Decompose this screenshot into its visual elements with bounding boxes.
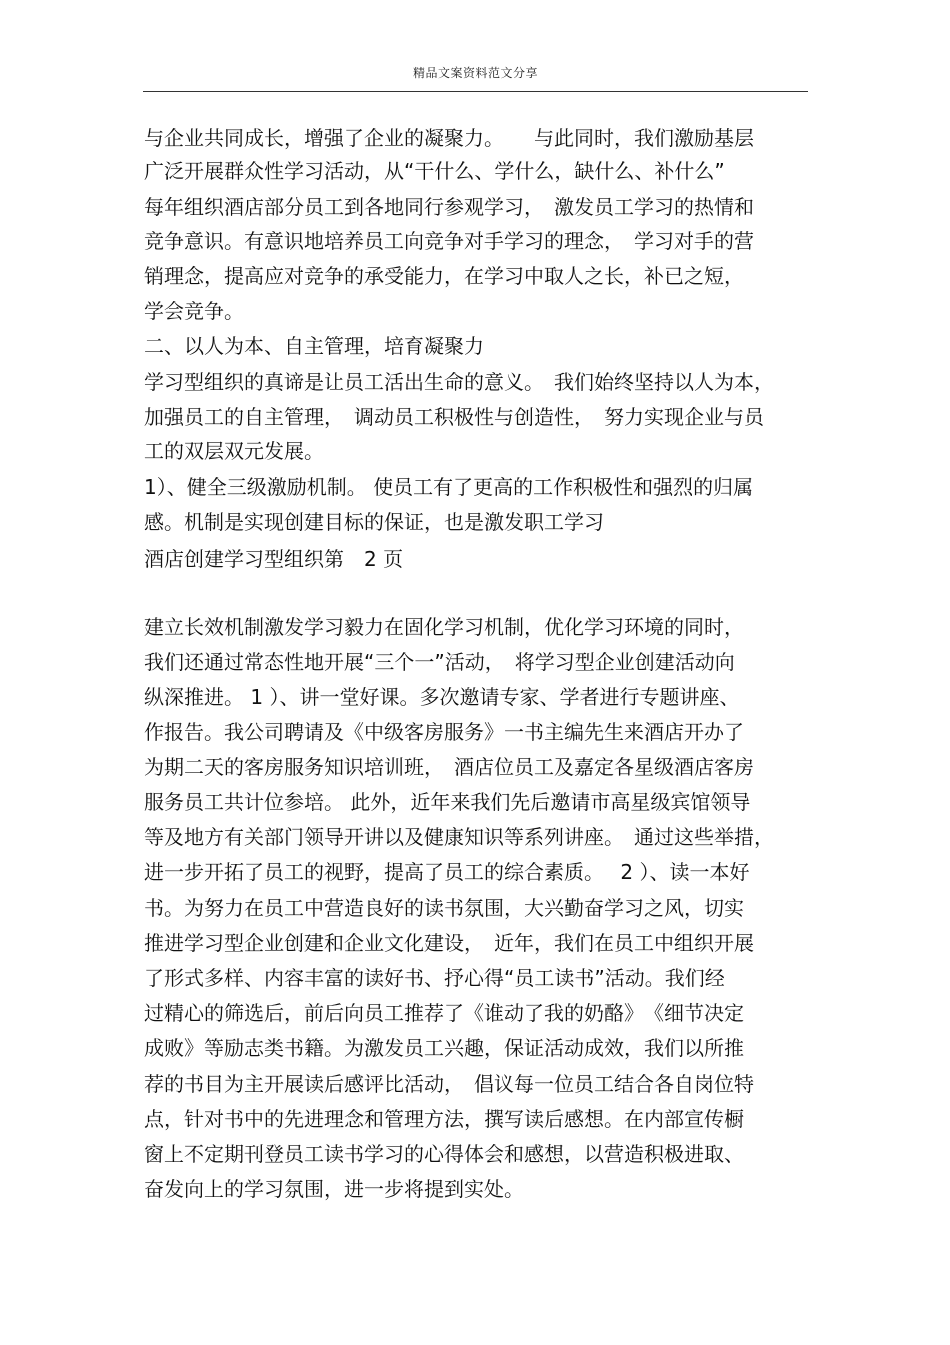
text-line: 加强员工的自主管理， 调动员工积极性与创造性， 努力实现企业与员: [144, 405, 764, 429]
text-line: 等及地方有关部门领导开讲以及健康知识等系列讲座。 通过这些举措，: [144, 825, 774, 849]
page-number-line: 酒店创建学习型组织第 2 页: [144, 547, 404, 571]
text-line: 推进学习型企业创建和企业文化建设， 近年，我们在员工中组织开展: [144, 931, 754, 955]
text-line: 学习型组织的真谛是让员工活出生命的意义。 我们始终坚持以人为本，: [144, 370, 774, 394]
text-line: 为期二天的客房服务知识培训班， 酒店位员工及嘉定各星级酒店客房: [144, 755, 754, 779]
text-line: 纵深推进。 1 ）、讲一堂好课。多次邀请专家、学者进行专题讲座、: [144, 685, 740, 709]
text-line: 学会竞争。: [144, 299, 244, 323]
text-line: 成败》等励志类书籍。为激发员工兴趣，保证活动成效，我们以所推: [144, 1036, 744, 1060]
header-rule: [143, 91, 808, 92]
text-line: 建立长效机制激发学习毅力在固化学习机制，优化学习环境的同时，: [144, 615, 744, 639]
text-line: 销理念，提高应对竞争的承受能力，在学习中取人之长，补已之短，: [144, 264, 744, 288]
text-line: 作报告。我公司聘请及《中级客房服务》一书主编先生来酒店开办了: [144, 720, 744, 744]
text-line: 荐的书目为主开展读后感评比活动， 倡议每一位员工结合各自岗位特: [144, 1072, 754, 1096]
text-line: 奋发向上的学习氛围，进一步将提到实处。: [144, 1177, 524, 1201]
section-heading: 二、以人为本、自主管理，培育凝聚力: [144, 334, 484, 358]
text-line: 竞争意识。有意识地培养员工向竞争对手学习的理念， 学习对手的营: [144, 229, 754, 253]
text-line: 工的双层双元发展。: [144, 439, 324, 463]
text-line: 服务员工共计位参培。 此外，近年来我们先后邀请市高星级宾馆领导: [144, 790, 751, 814]
text-line: 我们还通过常态性地开展“三个一”活动， 将学习型企业创建活动向: [144, 650, 735, 674]
page-header: 精品文案资料范文分享: [412, 66, 538, 80]
text-line: 过精心的筛选后，前后向员工推荐了《谁动了我的奶酪》 《细节决定: [144, 1001, 744, 1025]
text-line: 书。为努力在员工中营造良好的读书氛围，大兴勤奋学习之风，切实: [144, 896, 744, 920]
text-line: 窗上不定期刊登员工读书学习的心得体会和感想，以营造积极进取、: [144, 1142, 744, 1166]
text-line: 了形式多样、内容丰富的读好书、抒心得“员工读书”活动。我们经: [144, 966, 725, 990]
text-line: 点，针对书中的先进理念和管理方法，撰写读后感想。在内部宣传橱: [144, 1107, 744, 1131]
text-line: 每年组织酒店部分员工到各地同行参观学习， 激发员工学习的热情和: [144, 195, 754, 219]
text-line: 进一步开拓了员工的视野，提高了员工的综合素质。 2 ）、读一本好: [144, 860, 750, 884]
text-line: 感。机制是实现创建目标的保证，也是激发职工学习: [144, 510, 604, 534]
text-line: 广泛开展群众性学习活动，从“干什么、学什么，缺什么、补什么”: [144, 159, 725, 183]
text-line: 1）、健全三级激励机制。 使员工有了更高的工作积极性和强烈的归属: [144, 475, 754, 499]
text-line: 与企业共同成长，增强了企业的凝聚力。 与此同时，我们激励基层: [144, 126, 754, 150]
